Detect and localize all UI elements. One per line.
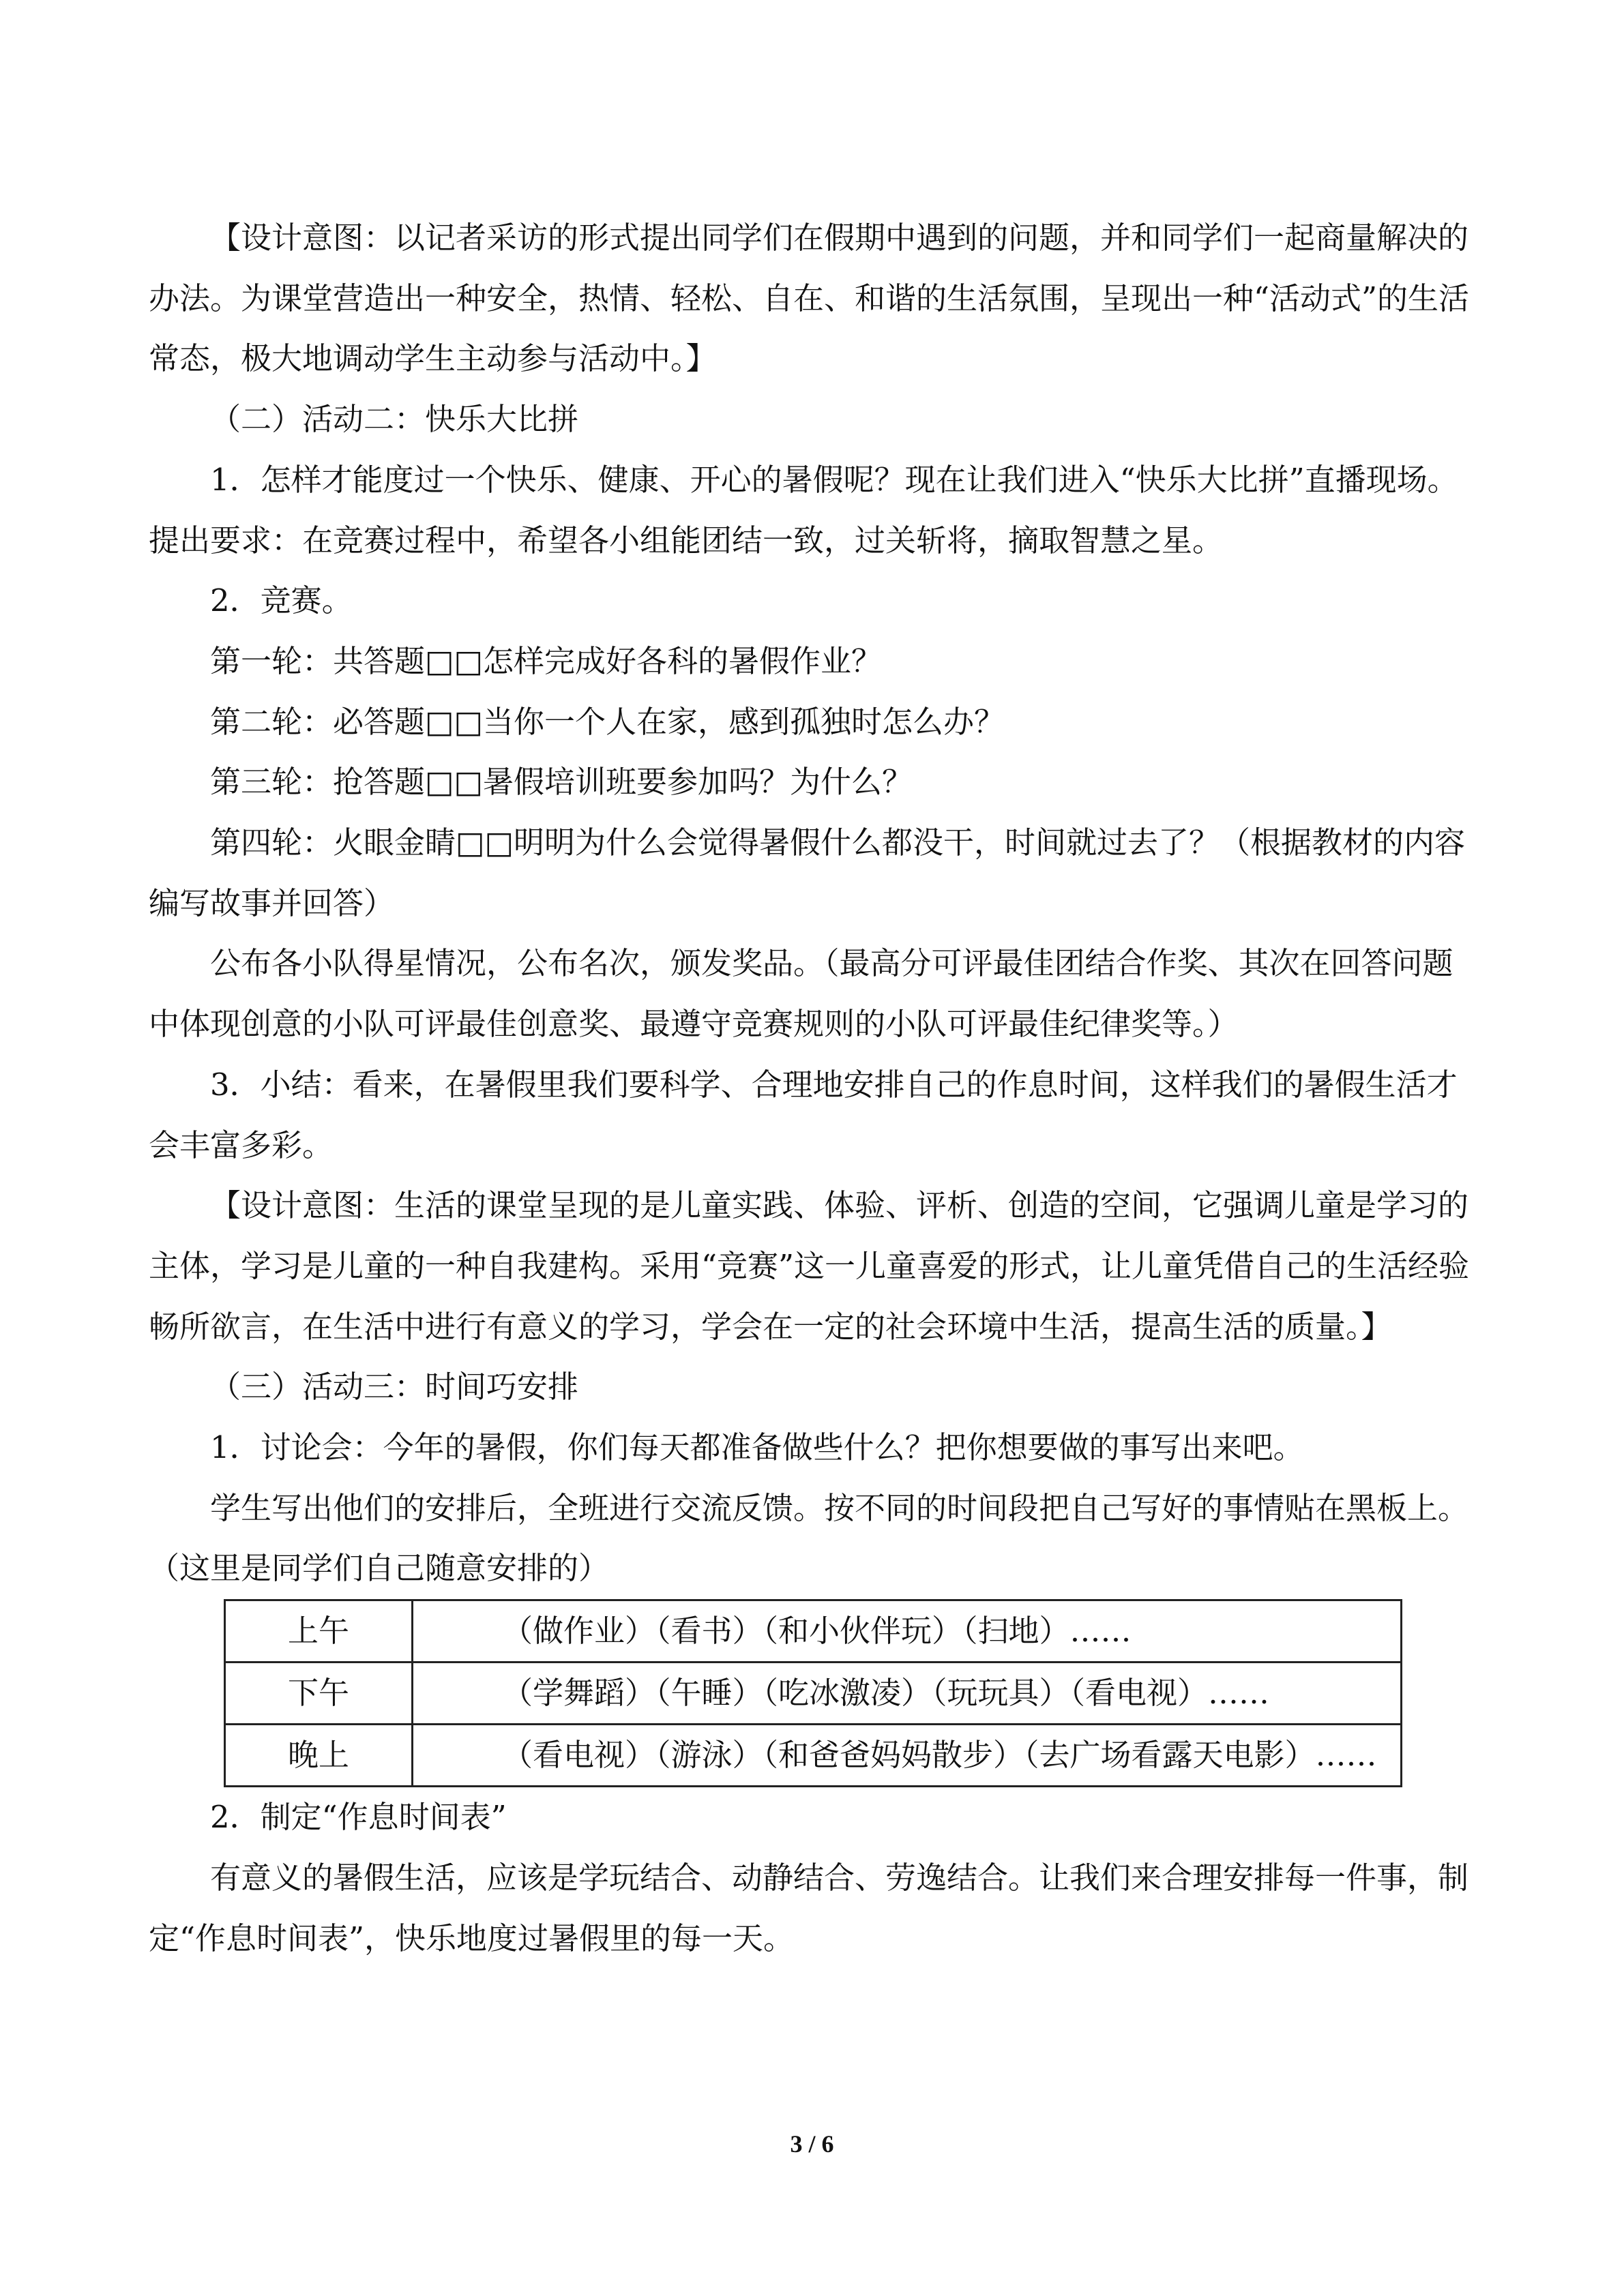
activities-cell	[413, 1725, 1402, 1787]
awards-paragraph: 公布各小队得星情况，公布名次，颁发奖品。（最高分可评最佳团结合作奖、其次在回答问题中体现创意的小队可评最佳创意奖、最遵守竞赛规则的小队可评最佳纪律奖等。）	[149, 945, 1453, 1043]
round-three: 第三轮：抢答题□□暑假培训班要参加吗？为什么？	[210, 764, 913, 801]
activity-three-step-1: 1．讨论会：今年的暑假，你们每天都准备做些什么？把你想要做的事写出来吧。	[210, 1429, 1304, 1466]
activity-three-heading: （三）活动三：时间巧安排	[210, 1369, 579, 1405]
activities-text: （学舞蹈）（午睡）（吃冰激凌）（玩玩具）（看电视）……	[502, 1675, 1270, 1712]
round-four: 第四轮：火眼金睛□□明明为什么会觉得暑假什么都没干，时间就过去了？（根据教材的内容编写故事并回答）	[149, 824, 1466, 921]
design-intent-paragraph-1: 【设计意图：以记者采访的形式提出同学们在假期中遇到的问题，并和同学们一起商量解决的办法。为课堂营造出一种安全，热情、轻松、自在、和谐的生活氛围，呈现出一种“活动式”的生活常态，极大地调动学生主动参与活动中。】	[149, 220, 1470, 377]
time-cell: 上午	[225, 1600, 413, 1663]
design-intent-paragraph-2: 【设计意图：生活的课堂呈现的是儿童实践、体验、评析、创造的空间，它强调儿童是学习的主体，学习是儿童的一种自我建构。采用“竞赛”这一儿童喜爱的形式，让儿童凭借自己的生活经验畅所欲言，在生活中进行有意义的学习，学会在一定的社会环境中生活，提高生活的质量。】	[149, 1187, 1470, 1345]
activities-text: （做作业）（看书）（和小伙伴玩）（扫地）……	[502, 1613, 1132, 1650]
table-row	[225, 1725, 1402, 1787]
time-cell: 下午	[225, 1663, 413, 1725]
page-number: 3 / 6	[790, 2130, 834, 2158]
schedule-table	[224, 1599, 1402, 1787]
activity-three-step-2: 2．制定“作息时间表”	[210, 1799, 507, 1836]
time-cell: 晚上	[225, 1725, 413, 1787]
feedback-paragraph: 学生写出他们的安排后，全班进行交流反馈。按不同的时间段把自己写好的事情贴在黑板上。（这里是同学们自己随意安排的）	[149, 1489, 1469, 1587]
activity-two-step-2: 2．竞赛。	[210, 582, 353, 619]
activity-two-heading: （二）活动二：快乐大比拼	[210, 401, 579, 438]
activities-cell	[413, 1663, 1402, 1725]
table-row	[225, 1663, 1402, 1725]
page-content	[149, 208, 1476, 1969]
closing-paragraph: 有意义的暑假生活，应该是学玩结合、动静结合、劳逸结合。让我们来合理安排每一件事，制定“作息时间表”，快乐地度过暑假里的每一天。	[149, 1859, 1469, 1956]
activities-text: （看电视）（游泳）（和爸爸妈妈散步）（去广场看露天电影）……	[502, 1737, 1377, 1774]
activities-cell	[413, 1600, 1402, 1663]
round-one: 第一轮：共答题□□怎样完成好各科的暑假作业？	[210, 642, 883, 679]
activity-two-step-1: 1．怎样才能度过一个快乐、健康、开心的暑假呢？现在让我们进入“快乐大比拼”直播现场。提出要求：在竞赛过程中，希望各小组能团结一致，过关斩将，摘取智慧之星。	[149, 461, 1458, 558]
summary-paragraph: 3．小结：看来，在暑假里我们要科学、合理地安排自己的作息时间，这样我们的暑假生活才会丰富多彩。	[149, 1066, 1458, 1163]
round-two: 第二轮：必答题□□当你一个人在家，感到孤独时怎么办？	[210, 703, 1005, 740]
table-row	[225, 1600, 1402, 1663]
